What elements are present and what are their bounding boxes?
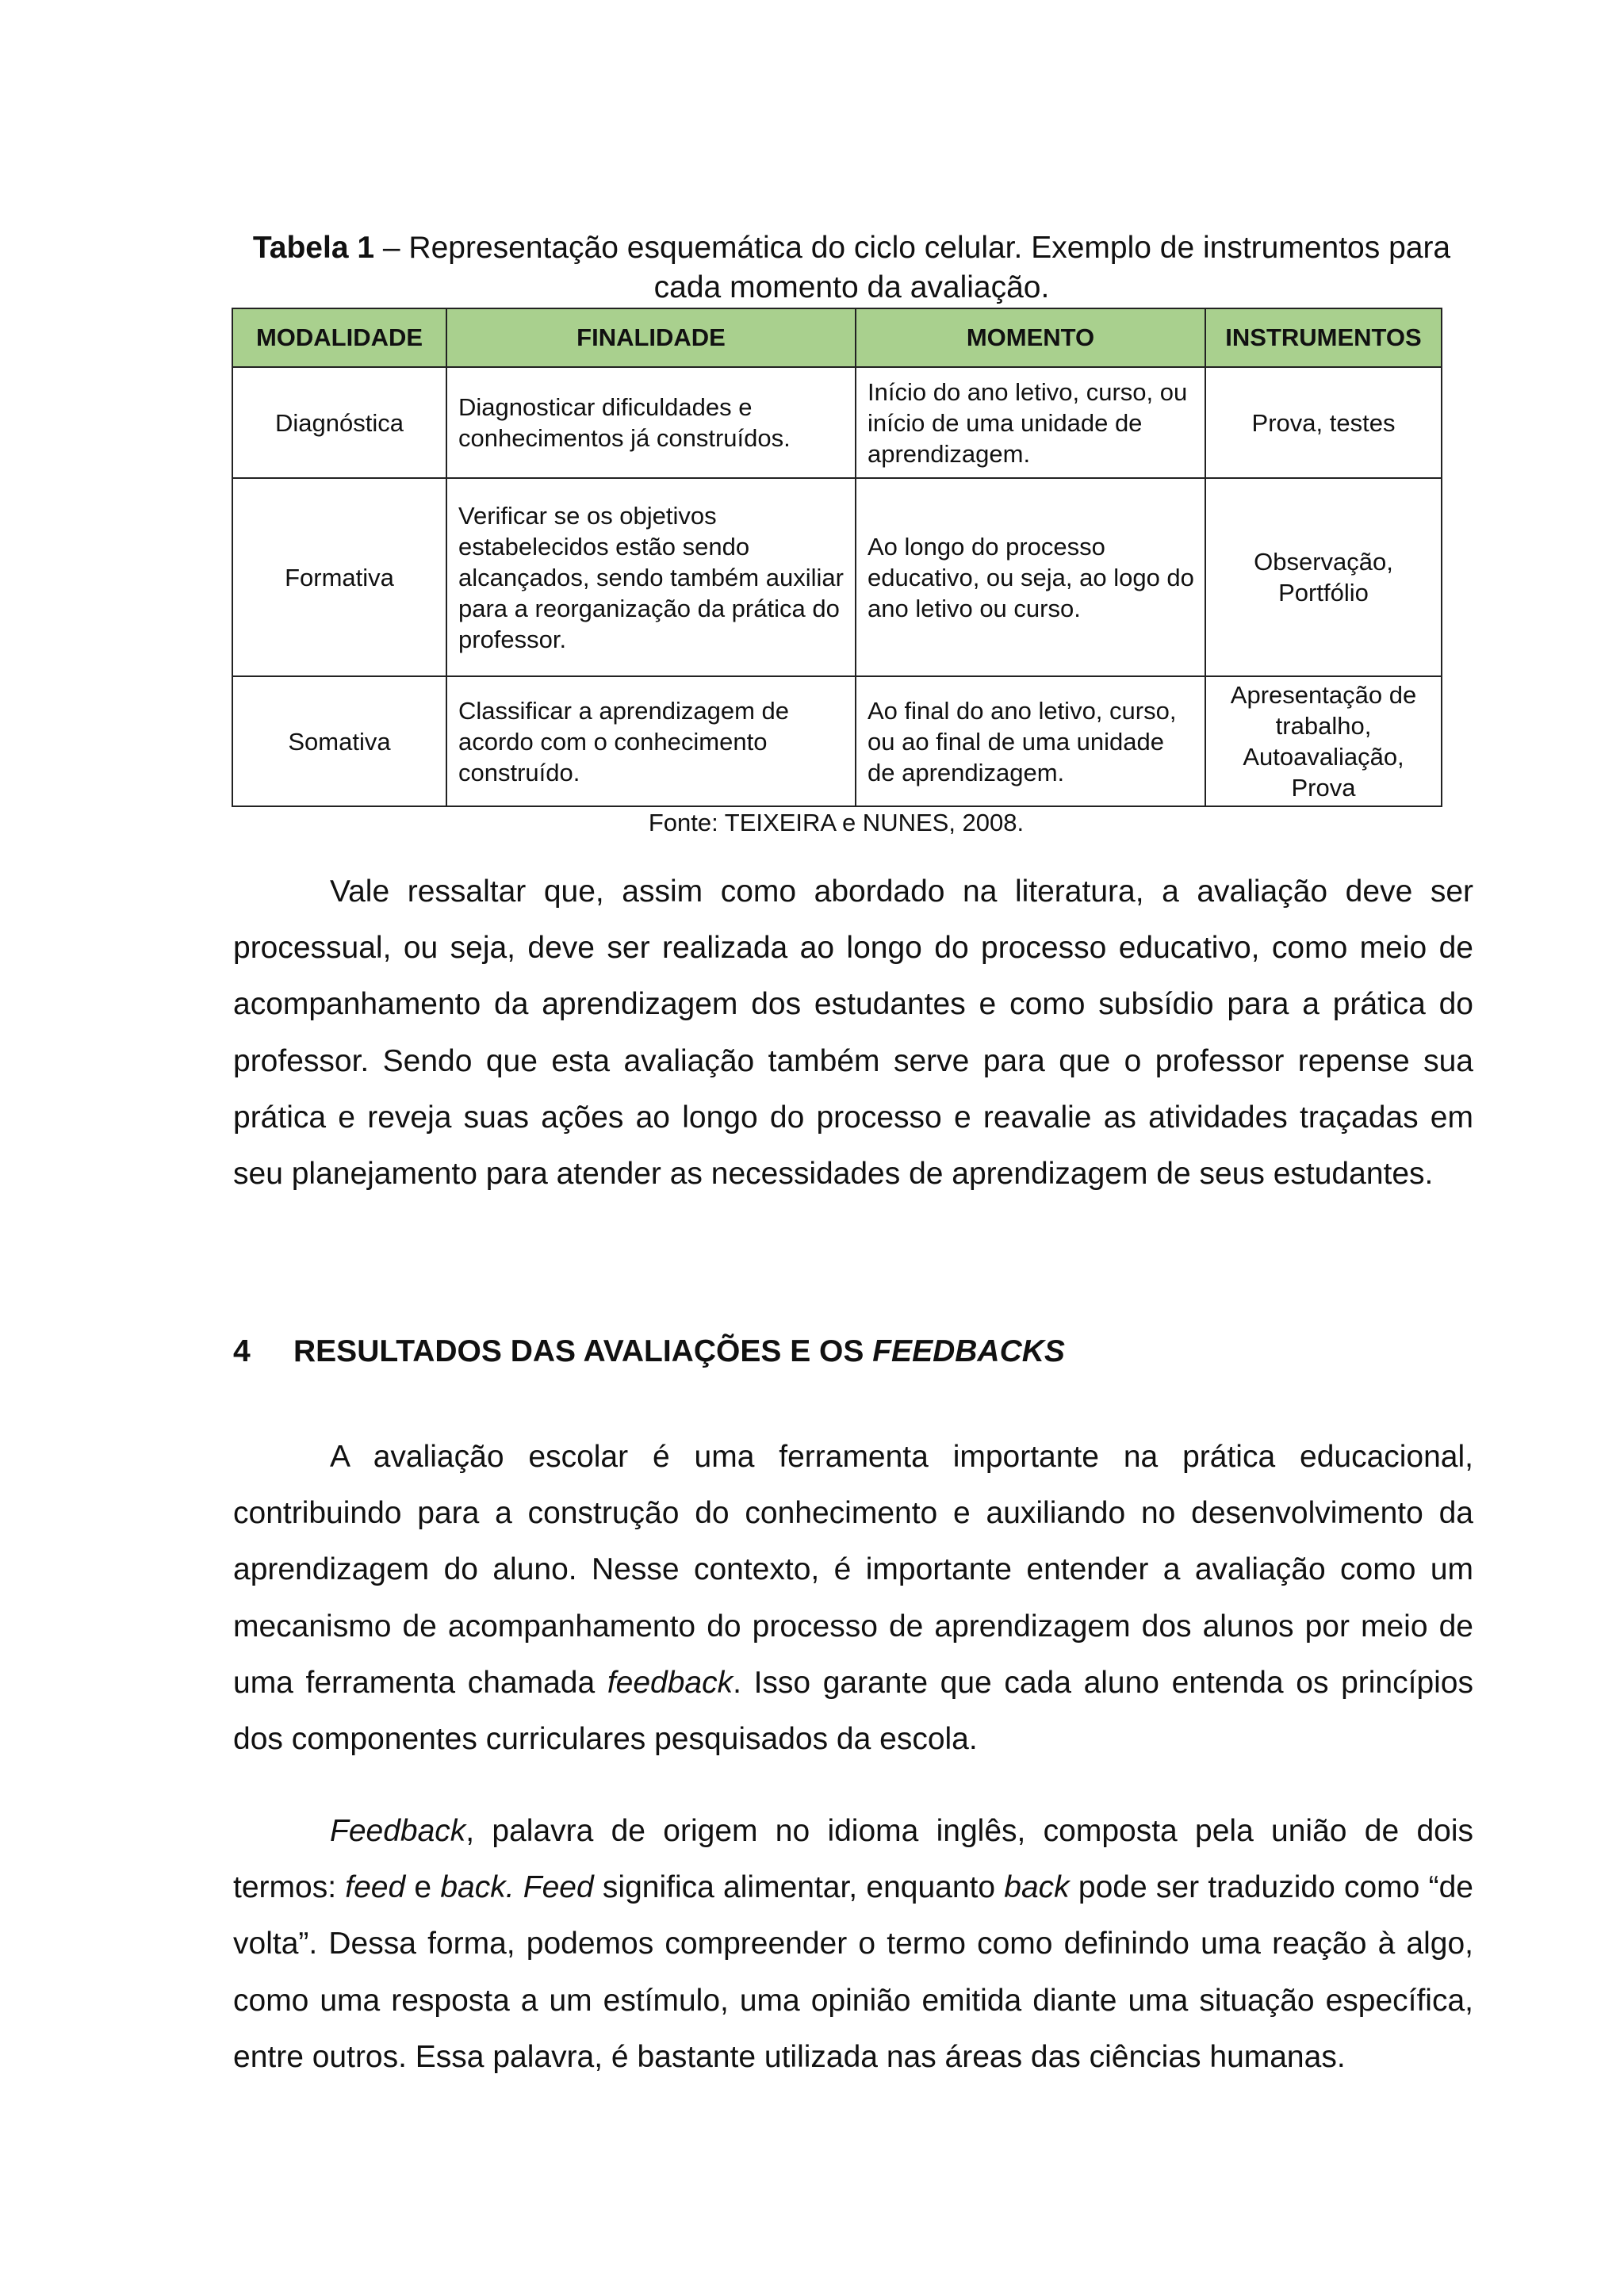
section-title: RESULTADOS DAS AVALIAÇÕES E OS bbox=[293, 1334, 873, 1368]
table-header-row bbox=[232, 308, 1442, 367]
cell-instrumentos: Apresentação de trabalho, Autoavaliação, Prova bbox=[1205, 676, 1442, 806]
paragraph-3-text-b: , palavra de origem no idioma inglês, composta pela união de dois termos: bbox=[233, 1814, 1473, 1905]
section-title-italic: FEEDBACKS bbox=[872, 1334, 1065, 1368]
table-row bbox=[232, 367, 1442, 478]
header-instrumentos: INSTRUMENTOS bbox=[1205, 308, 1442, 367]
table-caption-text: – Representação esquemática do ciclo celular. Exemplo de instrumentos para cada momento da avaliação. bbox=[374, 231, 1451, 304]
section-heading bbox=[233, 1328, 1065, 1376]
cell-modalidade: Diagnóstica bbox=[232, 367, 446, 478]
paragraph-3-text-d: e bbox=[405, 1870, 441, 1905]
table-row bbox=[232, 478, 1442, 676]
cell-finalidade: Diagnosticar dificuldades e conhecimentos já construídos. bbox=[446, 367, 856, 478]
table-source: Fonte: TEIXEIRA e NUNES, 2008. bbox=[648, 809, 1025, 836]
paragraph-3-term-feed: feed bbox=[345, 1870, 406, 1905]
paragraph-3-text-f: significa alimentar, enquanto bbox=[593, 1870, 1005, 1905]
body-paragraph-1: Vale ressaltar que, assim como abordado na literatura, a avaliação deve ser processual, ou seja, deve ser realizada ao longo do processo educativo, como meio de acompanhamento da aprendizagem dos estudantes e como subsídio para a prática do professor. Sendo que esta avaliação também serve para que o professor repense sua prática e reveja suas ações ao longo do processo e reavalie as atividades traçadas em seu planejamento para atender as necessidades de aprendizagem de seus estudantes. bbox=[233, 874, 1473, 1192]
header-momento: MOMENTO bbox=[856, 308, 1205, 367]
cell-instrumentos: Observação, Portfólio bbox=[1205, 478, 1442, 676]
table-caption bbox=[230, 228, 1473, 308]
cell-momento: Ao final do ano letivo, curso, ou ao final de uma unidade de aprendizagem. bbox=[856, 676, 1205, 806]
cell-finalidade: Verificar se os objetivos estabelecidos estão sendo alcançados, sendo também auxiliar para a reorganização da prática do professor. bbox=[446, 478, 856, 676]
paragraph-3-term-feedback: Feedback bbox=[330, 1814, 466, 1848]
table-row bbox=[232, 676, 1442, 806]
cell-momento: Início do ano letivo, curso, ou início de uma unidade de aprendizagem. bbox=[856, 367, 1205, 478]
paragraph-3-text-h: pode ser traduzido como “de volta”. Dessa forma, podemos compreender o termo como definindo uma reação à algo, como uma resposta a um estímulo, uma opinião emitida diante uma situação específica, entre outros. Essa palavra, é bastante utilizada nas áreas das ciências humanas. bbox=[233, 1870, 1473, 2074]
paragraph-2-text-c: . Isso garante que cada aluno entenda os princípios dos componentes curriculares pesquisados da escola. bbox=[233, 1665, 1473, 1757]
paragraph-2-term-feedback: feedback bbox=[607, 1665, 733, 1700]
paragraph-3-term-back-feed: back. Feed bbox=[440, 1870, 594, 1905]
paragraph-2-text-a: A avaliação escolar é uma ferramenta importante na prática educacional, contribuindo para a construção do conhecimento e auxiliando no desenvolvimento da aprendizagem do aluno. Nesse contexto, é importante entender a avaliação como um mecanismo de acompanhamento do processo de aprendizagem dos alunos por meio de uma ferramenta chamada bbox=[233, 1440, 1473, 1700]
cell-momento: Ao longo do processo educativo, ou seja, ao logo do ano letivo ou curso. bbox=[856, 478, 1205, 676]
paragraph-3-term-back: back bbox=[1004, 1870, 1070, 1905]
cell-instrumentos: Prova, testes bbox=[1205, 367, 1442, 478]
cell-modalidade: Somativa bbox=[232, 676, 446, 806]
header-modalidade: MODALIDADE bbox=[232, 308, 446, 367]
cell-finalidade: Classificar a aprendizagem de acordo com o conhecimento construído. bbox=[446, 676, 856, 806]
section-number: 4 bbox=[233, 1334, 251, 1368]
cell-modalidade: Formativa bbox=[232, 478, 446, 676]
table-caption-label: Tabela 1 bbox=[252, 231, 375, 265]
evaluation-table bbox=[232, 308, 1442, 807]
body-paragraph-3 bbox=[233, 1803, 1473, 2085]
body-paragraph-2 bbox=[233, 1429, 1473, 1767]
header-finalidade: FINALIDADE bbox=[446, 308, 856, 367]
